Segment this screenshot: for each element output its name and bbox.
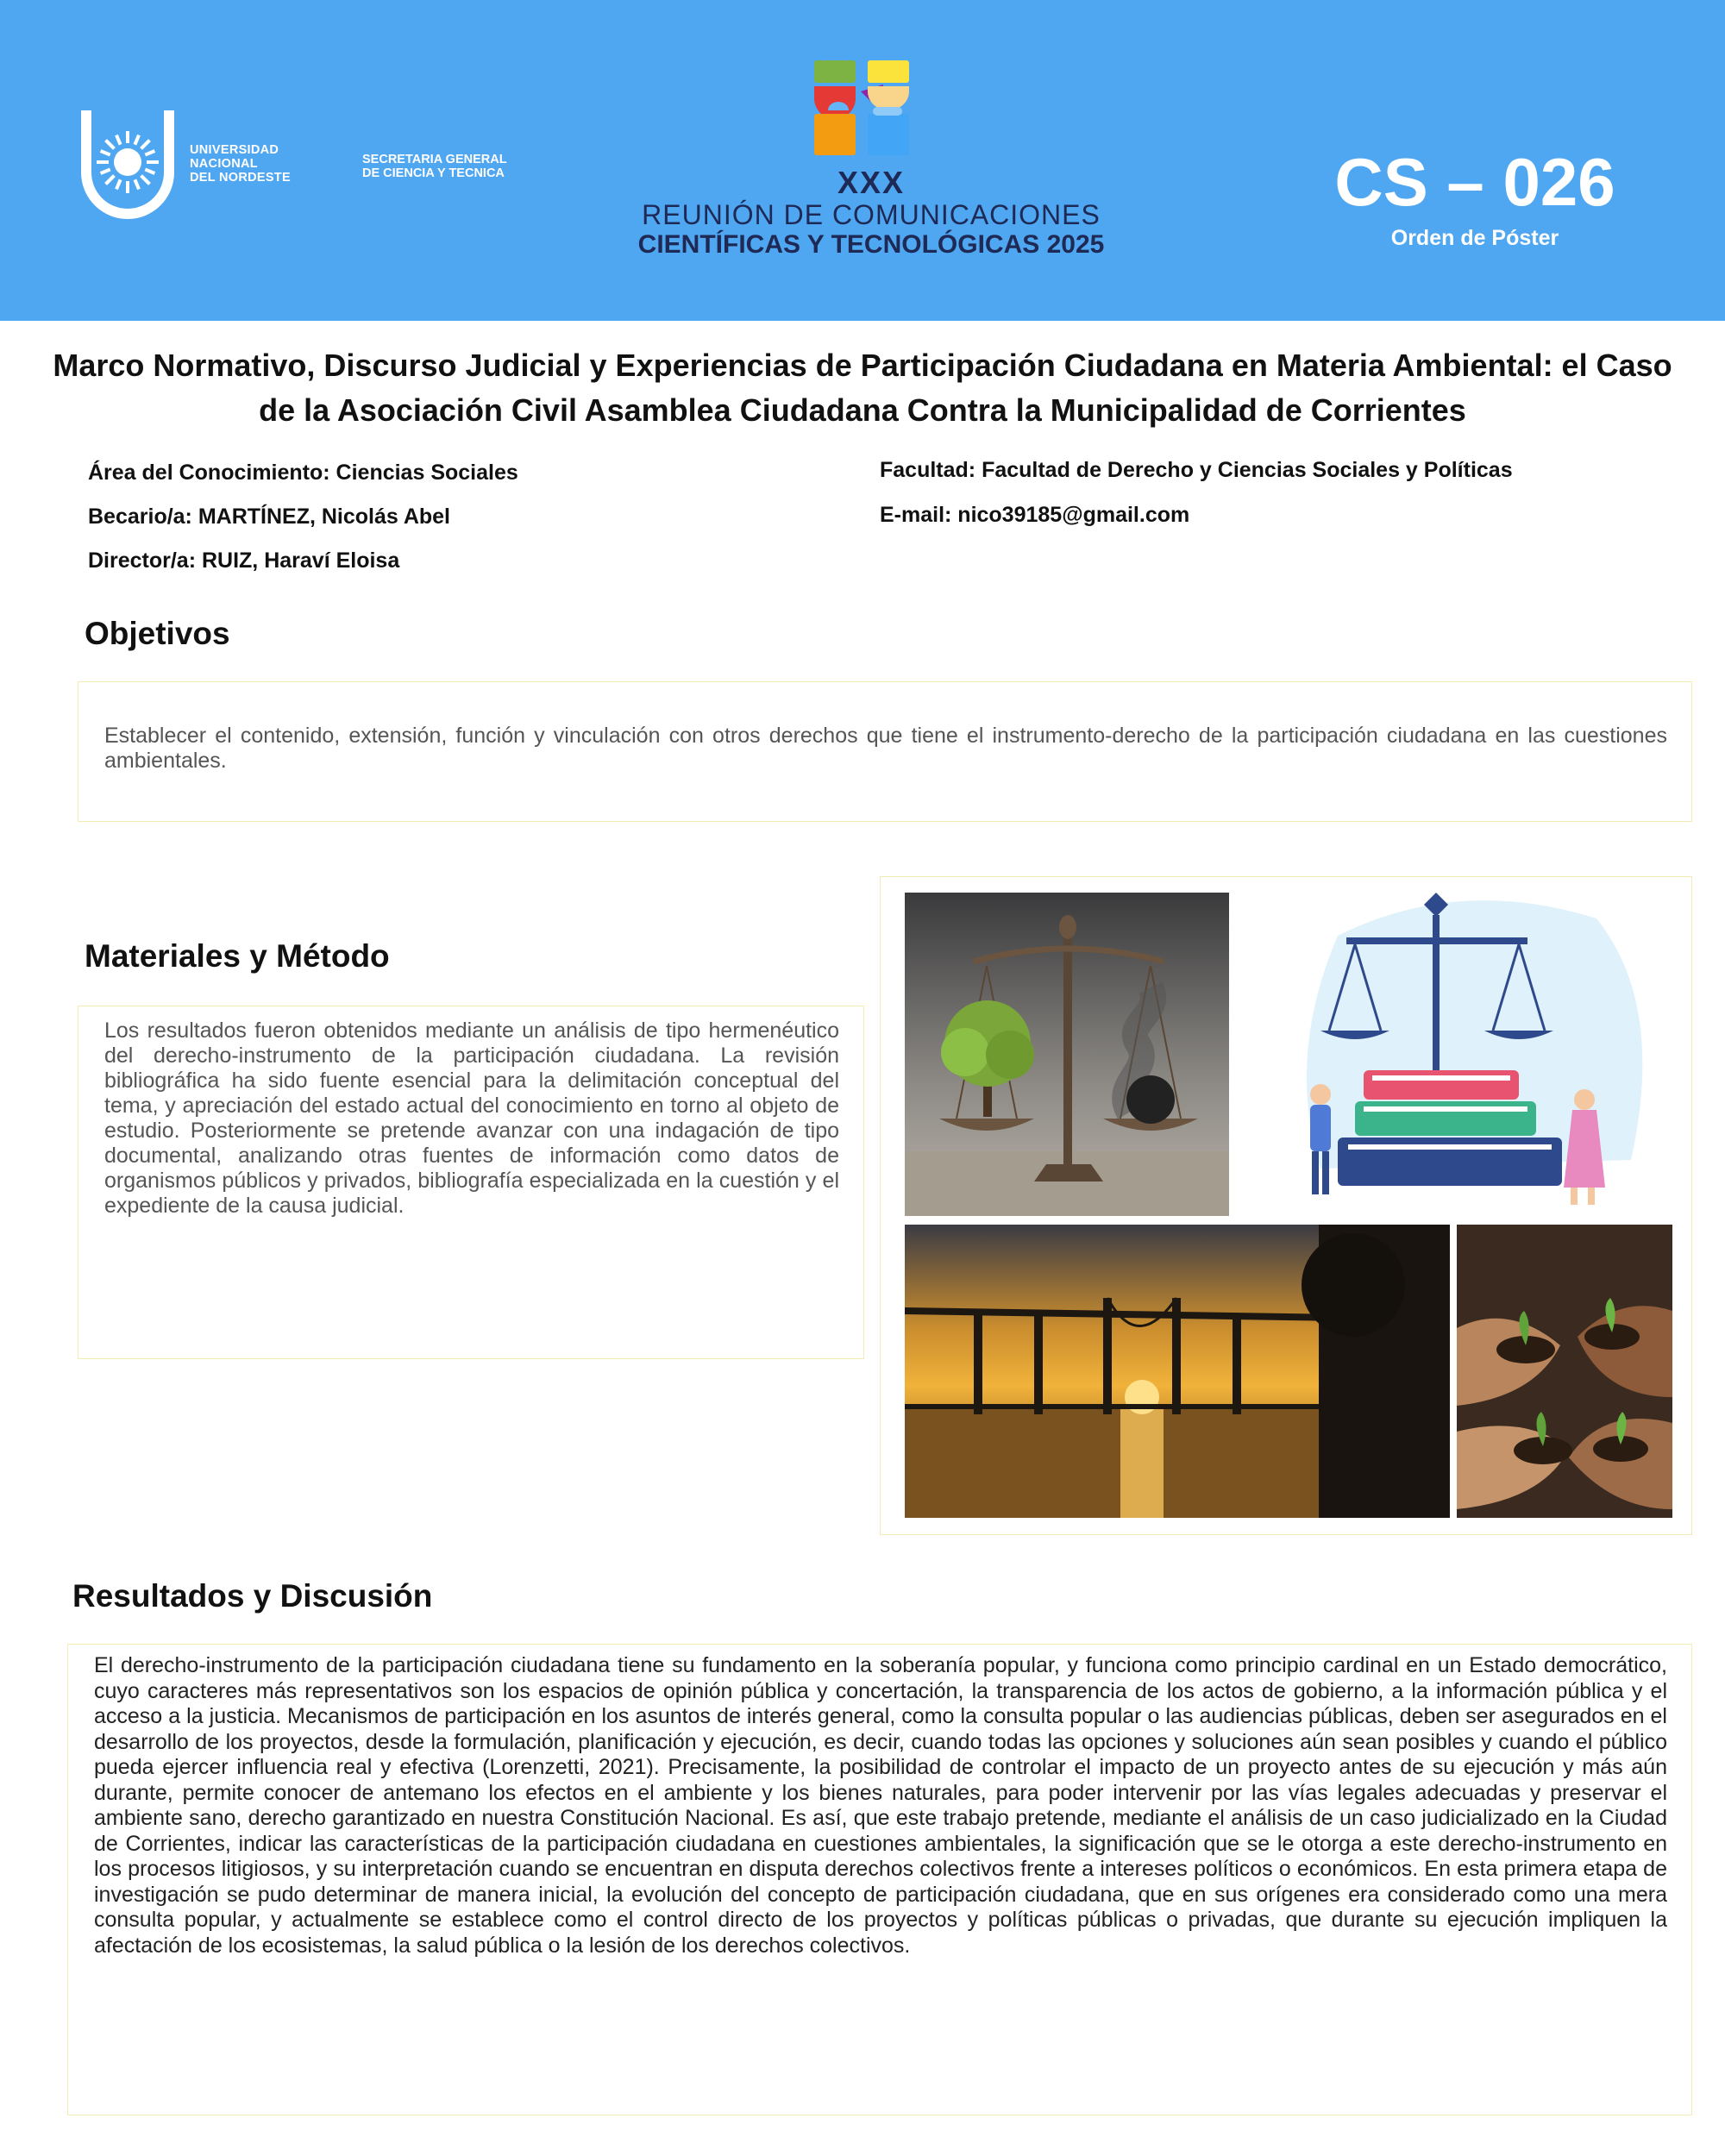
poster-header (0, 0, 1725, 321)
area-label: Área del Conocimiento: Ciencias Sociales (88, 461, 518, 485)
director-label: Director/a: RUIZ, Haraví Eloisa (88, 548, 400, 573)
justice-scale-books-illustration (1286, 884, 1665, 1216)
materiales-heading: Materiales y Método (85, 938, 390, 974)
unne-logo-icon (79, 110, 176, 224)
hands-seedlings-photo (1457, 1225, 1672, 1518)
resultados-box (67, 1644, 1692, 2115)
university-name: UNIVERSIDAD NACIONAL DEL NORDESTE (190, 143, 291, 185)
objetivos-heading: Objetivos (85, 616, 230, 651)
resultados-heading: Resultados y Discusión (72, 1578, 433, 1614)
event-title-line2: CIENTÍFICAS Y TECNOLÓGICAS 2025 (637, 230, 1105, 259)
poster-code: CS – 026 (1334, 144, 1615, 220)
event-title-line1: REUNIÓN DE COMUNICACIONES (642, 199, 1101, 230)
materiales-box (78, 1006, 864, 1359)
secretaria-name: SECRETARIA GENERAL DE CIENCIA Y TECNICA (362, 153, 507, 180)
event-edition: XXX (837, 165, 906, 200)
resultados-text: El derecho-instrumento de la participación ciudadana tiene su fundamento en la soberanía popular, y funciona como principio cardinal en un Estado democrático, cuyo caracteres más representativos son los espacios de opinión pública y concertación, la transparencia de los actos de gobierno, a la información pública y el acceso a la justicia. Mecanismos de participación en los asuntos de interés general, como la consulta popular o las audiencias públicas, deben ser asegurados en el desarrollo de los proyectos, desde la formulación, planificación y ejecución, es decir, cuando todas las opciones y soluciones aún sean posibles y cuando el público pueda ejercer influencia real y efectiva (Lorenzetti, 2021). Precisamente, la posibilidad de controlar el impacto de un proyecto antes de su ejecución y más aún durante, permite conocer de antemano los efectos en el ambiente y los bienes naturales, para poder intervenir por las vías legales adecuadas y preservar el ambiente sano, derecho garantizado en nuestra Constitución Nacional. Es así, que este trabajo pretende, mediante el análisis de un caso judicializado en la Ciudad de Corrientes, indicar las características de la participación ciudadana en cuestiones ambientales, la significación que se le otorga a este derecho-instrumento en los procesos litigiosos, y su interpretación cuando se encuentran en disputa derechos colectivos frente a intereses políticos o económicos. En esta primera etapa de investigación se pudo determinar de manera inicial, la evolución del concepto de participación ciudadana, que en sus orígenes era considerado como una mera consulta popular, y actualmente se establece como el control directo de los proyectos y políticas públicas o privadas, que durante su ejecución impliquen la afectación de los ecosistemas, la salud pública o la lesión de los derechos colectivos. (94, 1653, 1667, 1958)
materiales-text: Los resultados fueron obtenidos mediante un análisis de tipo hermenéutico del derecho-instrumento de la participación ciudadana. La revisión bibliográfica ha sido fuente esencial para la delimitación conceptual del tema, y apreciación del estado actual del conocimiento en torno al objeto de estudio. Posteriormente se pretende avanzar con una indagación de tipo documental, analizando otras fuentes de información como datos de organismos públicos y privados, bibliografía especializada en la cuestión y el expediente de la causa judicial. (104, 1018, 839, 1218)
poster-order-label: Orden de Póster (1390, 226, 1559, 250)
poster-title: Marco Normativo, Discurso Judicial y Experiencias de Participación Ciudadana en Materia Ambiental: el Caso de la Asociación Civil Asamblea Ciudadana Contra la Municipalidad de Corrientes (53, 348, 1672, 428)
event-mosaic-logo-icon (811, 60, 914, 160)
email-label: E-mail: nico39185@gmail.com (880, 503, 1190, 527)
balance-tree-smoke-photo (905, 893, 1229, 1216)
image-panel (880, 876, 1692, 1535)
facultad-label: Facultad: Facultad de Derecho y Ciencias Sociales y Políticas (880, 458, 1513, 482)
bridge-sunset-photo (905, 1225, 1450, 1518)
objetivos-text: Establecer el contenido, extensión, función y vinculación con otros derechos que tiene el instrumento-derecho de la participación ciudadana en las cuestiones ambientales. (104, 724, 1667, 773)
objetivos-box (78, 681, 1692, 822)
becario-label: Becario/a: MARTÍNEZ, Nicolás Abel (88, 505, 450, 529)
